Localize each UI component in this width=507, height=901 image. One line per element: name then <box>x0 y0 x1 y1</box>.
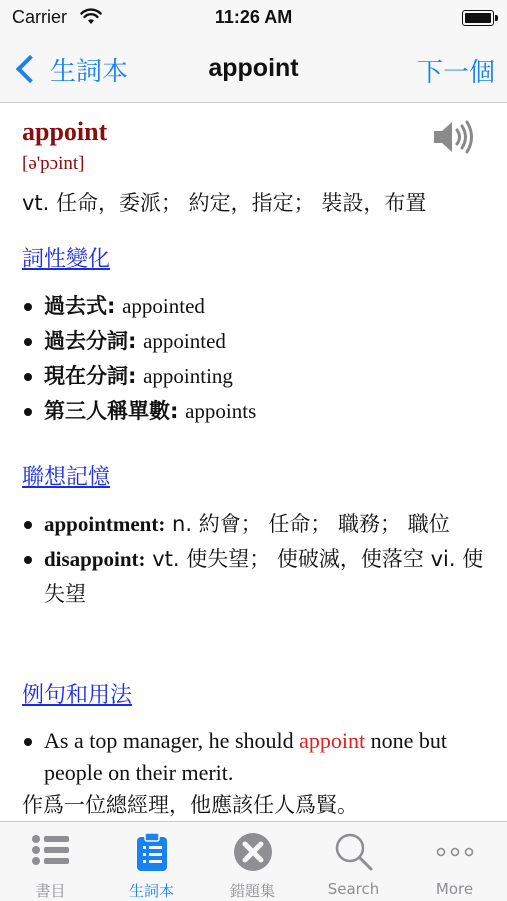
list-item <box>22 289 487 324</box>
phonetic: [ə'pɔint] <box>22 153 85 174</box>
list-item <box>22 542 487 612</box>
more-icon <box>435 832 475 872</box>
tab-bar <box>0 821 507 901</box>
tab-mistakes[interactable] <box>202 822 303 901</box>
navigation-bar <box>0 36 507 103</box>
tab-label: Search <box>327 880 380 898</box>
tab-search[interactable] <box>303 822 404 901</box>
tab-vocab[interactable] <box>101 822 202 901</box>
associations-list <box>22 507 487 612</box>
tab-more[interactable] <box>404 822 505 901</box>
definition: vt. 任命，委派； 約定，指定； 裝設，布置 <box>22 191 427 215</box>
tab-label: 生詞本 <box>128 882 174 900</box>
chevron-left-icon <box>16 55 44 83</box>
inflections-heading[interactable]: 詞性變化 <box>22 247 111 272</box>
examples-heading[interactable]: 例句和用法 <box>22 683 133 708</box>
inflection-value: appoints <box>185 399 257 423</box>
example-text: As a top manager, he should <box>44 728 300 753</box>
headword: appoint <box>22 117 108 146</box>
example-highlight: appoint <box>299 728 366 753</box>
association-word: disappoint: <box>44 547 146 571</box>
inflection-value: appointed <box>143 329 226 353</box>
tab-label: 書目 <box>35 882 66 900</box>
inflection-label: 現在分詞: <box>44 364 137 388</box>
inflections-list <box>22 289 487 429</box>
list-item <box>22 359 487 394</box>
page-title: appoint <box>208 54 299 82</box>
back-button-label: 生詞本 <box>50 56 129 87</box>
inflection-value: appointed <box>122 294 205 318</box>
speaker-icon[interactable] <box>432 117 476 157</box>
inflection-label: 第三人稱單數: <box>44 399 179 423</box>
example-sentence <box>22 725 487 821</box>
tab-books[interactable] <box>0 822 101 901</box>
tab-label: More <box>435 880 474 898</box>
list-item <box>22 394 487 429</box>
status-bar <box>0 0 507 36</box>
tab-label: 錯題集 <box>229 882 275 900</box>
clipboard-icon <box>135 832 169 872</box>
search-icon <box>334 832 374 872</box>
list-icon <box>31 832 71 868</box>
x-circle-icon <box>233 832 273 872</box>
inflection-label: 過去式: <box>44 294 116 318</box>
example-chinese: 作爲一位總經理，他應該任人爲賢。 <box>22 793 358 817</box>
status-time: 11:26 AM <box>214 7 293 27</box>
example-english <box>22 725 487 789</box>
association-word: appointment: <box>44 512 166 536</box>
example-text: none but people on their merit. <box>44 728 448 785</box>
inflection-label: 過去分詞: <box>44 329 137 353</box>
battery-icon <box>462 10 494 26</box>
word-detail <box>22 103 487 821</box>
list-item <box>22 507 487 542</box>
back-button[interactable] <box>12 50 128 88</box>
list-item <box>22 324 487 359</box>
inflection-value: appointing <box>143 364 233 388</box>
next-button[interactable]: 下一個 <box>416 58 495 88</box>
associations-heading[interactable]: 聯想記憶 <box>22 465 111 490</box>
association-meaning: vt. 使失望； 使破滅，使落空 vi. 使失望 <box>44 547 484 606</box>
association-meaning: n. 約會； 任命； 職務； 職位 <box>172 512 450 536</box>
carrier-label: Carrier <box>12 7 68 27</box>
